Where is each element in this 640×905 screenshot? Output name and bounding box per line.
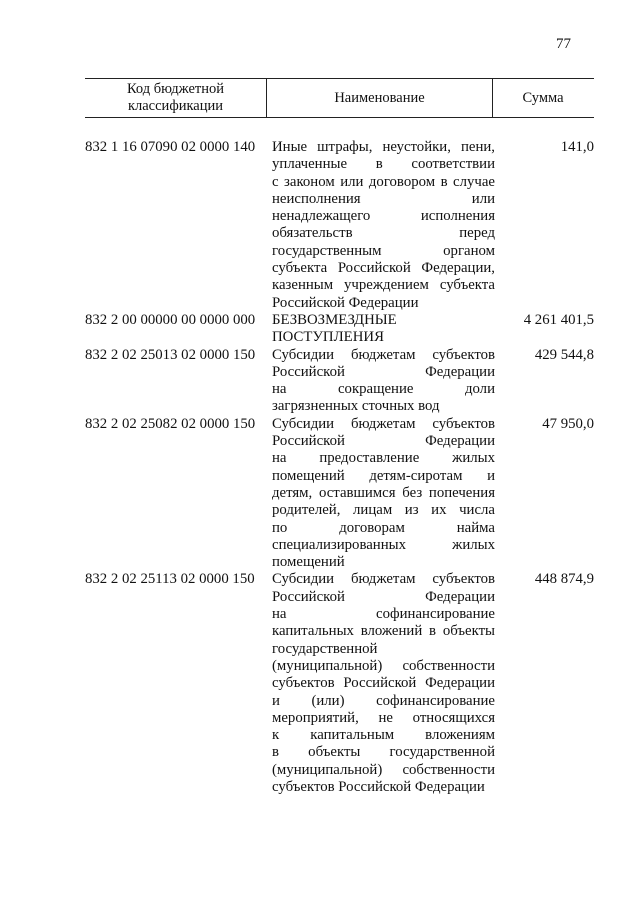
row-name-line: неисполнения или (272, 190, 495, 207)
page-number: 77 (556, 36, 571, 52)
header-code-line1: Код бюджетной (126, 81, 224, 97)
row-name-line: Субсидии бюджетам субъектов (272, 571, 495, 588)
row-name-line: специализированных жилых (272, 536, 495, 553)
row-name-line: по договорам найма (272, 519, 495, 536)
row-name-line: родителей, лицам из их числа (272, 502, 495, 519)
table-header (85, 78, 594, 118)
table-row (85, 416, 594, 572)
row-name-line: (муниципальной) собственности (272, 761, 495, 778)
table-body (85, 139, 594, 796)
row-name-line: к капитальным вложениям (272, 727, 495, 744)
row-name-line: (муниципальной) собственности (272, 657, 495, 674)
row-amount: 47 950,0 (542, 415, 594, 432)
header-amount: Сумма (522, 89, 564, 106)
row-name-line: капитальных вложений в объекты (272, 623, 495, 640)
row-name (272, 312, 495, 347)
row-name-line: Российской Федерации (272, 433, 495, 450)
table-row (85, 571, 594, 796)
row-name-line: казенным учреждением субъекта (272, 277, 495, 294)
row-code: 832 1 16 07090 02 0000 140 (85, 139, 256, 155)
row-name-line: ненадлежащего исполнения (272, 208, 495, 225)
row-name-line: загрязненных сточных вод (272, 398, 440, 415)
row-name-line: Иные штрафы, неустойки, пени, (272, 139, 495, 155)
row-amount: 429 544,8 (534, 346, 594, 363)
row-name-line: на сокращение доли (272, 381, 495, 398)
row-name-line: ПОСТУПЛЕНИЯ (272, 329, 384, 346)
row-name-line: государственным органом (272, 242, 495, 259)
row-name-line: БЕЗВОЗМЕЗДНЫЕ (272, 311, 397, 328)
header-code-line2: классификации (127, 98, 224, 114)
row-name-line: субъектов Российской Федерации (272, 675, 495, 692)
row-name-line: Субсидии бюджетам субъектов (272, 415, 495, 432)
row-name-line: с законом или договором в случае (272, 173, 495, 190)
row-name-line: Российской Федерации (272, 294, 419, 311)
row-name (272, 416, 495, 572)
row-name (272, 571, 495, 796)
header-code (85, 79, 266, 117)
table-row (85, 347, 594, 416)
row-name-line: в объекты государственной (272, 744, 495, 761)
row-name (272, 139, 495, 312)
row-code: 832 2 02 25013 02 0000 150 (85, 346, 256, 363)
header-name: Наименование (266, 79, 493, 117)
row-name-line: Российской Федерации (272, 363, 495, 380)
row-name-line: уплаченные в соответствии (272, 156, 495, 173)
row-code: 832 2 00 00000 00 0000 000 (85, 311, 256, 328)
row-amount: 4 261 401,5 (523, 311, 594, 328)
row-name-line: помещений детям-сиротам и (272, 467, 495, 484)
row-name-line: Субсидии бюджетам субъектов (272, 346, 495, 363)
row-name-line: обязательств перед (272, 225, 495, 242)
row-amount: 448 874,9 (534, 571, 594, 588)
row-name-line: на предоставление жилых (272, 450, 495, 467)
row-name-line: помещений (272, 554, 345, 571)
table-row (85, 139, 594, 312)
row-name-line: государственной (272, 640, 378, 657)
row-name-line: на софинансирование (272, 606, 495, 623)
row-code: 832 2 02 25113 02 0000 150 (85, 571, 255, 588)
row-name (272, 347, 495, 416)
row-code: 832 2 02 25082 02 0000 150 (85, 415, 256, 432)
row-name-line: Российской Федерации (272, 588, 495, 605)
row-name-line: и (или) софинансирование (272, 692, 495, 709)
table-row (85, 312, 594, 347)
row-name-line: субъекта Российской Федерации, (272, 260, 495, 277)
row-name-line: мероприятий, не относящихся (272, 709, 495, 726)
row-name-line: субъектов Российской Федерации (272, 778, 485, 795)
row-name-line: детям, оставшимся без попечения (272, 484, 495, 501)
row-amount: 141,0 (560, 139, 594, 155)
